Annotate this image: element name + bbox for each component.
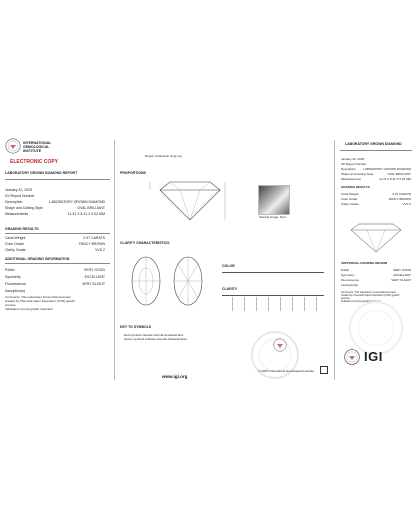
proportions-diagram [140, 180, 240, 228]
right-additional-row: Inscription(s) [341, 283, 359, 287]
right-additional-info [341, 268, 411, 290]
org-line-3: INSTITUTE [23, 149, 42, 153]
igi-logo-icon [344, 349, 360, 365]
right-report-title: LABORATORY GROWN DIAMOND [345, 142, 402, 146]
detail-row: Measurements 11.31 X 8.11 X 5.02 MM [5, 212, 105, 216]
grading-row: Clarity Grade VVS 2 [5, 248, 105, 252]
additional-row: Symmetry EXCELLENT [5, 275, 105, 279]
right-detail-row: IGI Report Number [341, 162, 367, 166]
verification-link[interactable]: Report verification at igi.org [145, 154, 182, 158]
sample-image [258, 185, 290, 215]
additional-row: Polish VERY GOOD [5, 268, 105, 272]
copyright: © 2025 International Gemological Institute [258, 369, 314, 373]
clarity-plot-diagram [128, 250, 208, 312]
right-detail-row: January 22, 2025 [341, 157, 365, 161]
key-line-green: Green symbols indicate external characteristics. [124, 337, 188, 341]
additional-row: Fluorescence VERY SLIGHT [5, 282, 105, 286]
detail-row: January 22, 2025 [5, 188, 33, 192]
proportions-title: PROPORTIONS [120, 171, 146, 175]
right-additional-row: Fluorescence VERY SLIGHT [341, 278, 411, 282]
detail-row: Description LABORATORY GROWN DIAMOND [5, 200, 105, 204]
additional-row: Inscription(s) [5, 289, 26, 293]
igi-logo-text: IGI [364, 349, 383, 364]
sample-image-caption: Sample image. Not t [259, 215, 287, 219]
org-line-2: GEMOLOGICAL [23, 145, 50, 149]
detail-row: IGI Report Number [5, 194, 35, 198]
color-scale-label: COLOR [222, 264, 235, 268]
grading-row: Carat Weight 2.97 CARATS [5, 236, 105, 240]
detail-row: Shape and Cutting Style OVAL BRILLIANT [5, 206, 105, 210]
key-line-red: Red symbols indicate internal characteristics. [124, 333, 185, 337]
org-line-1: INTERNATIONAL [23, 141, 52, 145]
right-detail-row: Shape and Cutting Style OVAL BRILLIANT [341, 172, 411, 176]
right-grading-row: Clarity Grade VVS 2 [341, 202, 411, 206]
additional-title: ADDITIONAL GRADING INFORMATION [5, 257, 70, 261]
igi-seal-icon [5, 138, 21, 154]
right-grading-title: GRADING RESULTS [341, 185, 370, 189]
grading-row: Color Grade FANCY BROWN [5, 242, 105, 246]
right-additional-row: Polish VERY GOOD [341, 268, 411, 272]
right-grading-row: Carat Weight 2.97 CARATS [341, 192, 411, 196]
key-to-symbols-title: KEY TO SYMBOLS [120, 325, 152, 329]
grading-results-title: GRADING RESULTS [5, 227, 39, 231]
clarity-scale-label: CLARITY [222, 287, 238, 291]
report-details [5, 188, 105, 220]
clarity-characteristics-title: CLARITY CHARACTERISTICS [120, 241, 170, 245]
bottom-seal-icon [273, 338, 287, 352]
right-report-details [341, 157, 411, 187]
report-title: LABORATORY GROWN DIAMOND REPORT [5, 171, 78, 175]
right-watermark-icon [348, 300, 404, 356]
right-detail-row: Measurements 11.31 X 8.11 X 5.02 MM [341, 177, 411, 181]
electronic-copy-label: ELECTRONIC COPY [10, 159, 59, 165]
right-grading-row: Color Grade FANCY BROWN [341, 197, 411, 201]
website-link[interactable]: www.igi.org [162, 374, 188, 379]
clarity-scale-ticks [222, 297, 324, 311]
right-additional-row: Symmetry EXCELLENT [341, 273, 411, 277]
qr-code-icon [320, 366, 328, 374]
right-detail-row: Description LABORATORY GROWN DIAMOND [341, 167, 411, 171]
right-grading-results [341, 192, 411, 208]
additional-info [5, 268, 105, 294]
right-proportions-diagram [345, 222, 407, 256]
grading-results [5, 236, 105, 256]
right-additional-title: ADDITIONAL GRADING INFORM [341, 261, 388, 265]
